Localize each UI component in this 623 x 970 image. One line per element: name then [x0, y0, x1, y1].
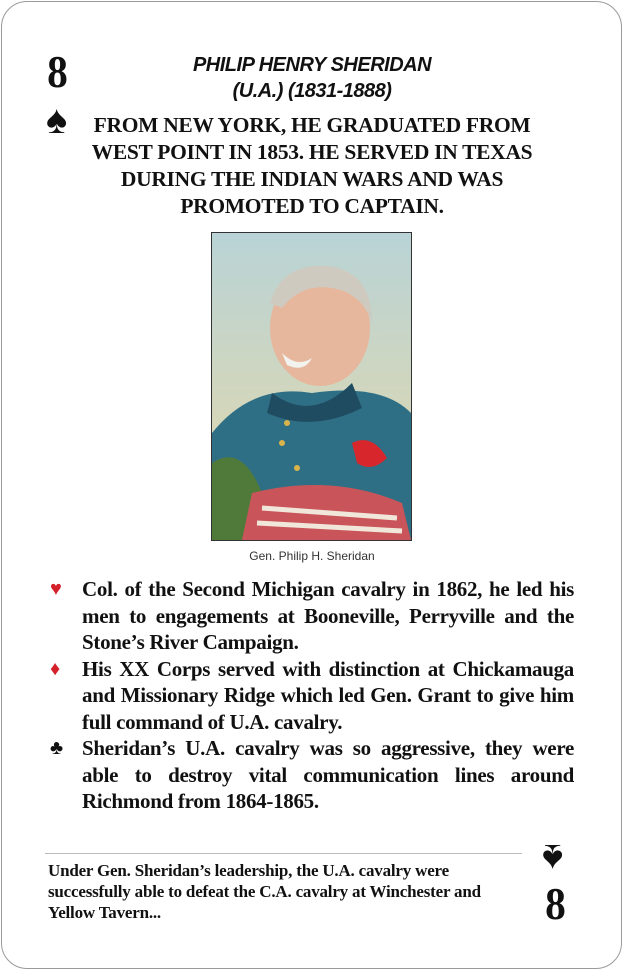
club-icon: ♣ [50, 737, 63, 759]
portrait-caption: Gen. Philip H. Sheridan [249, 549, 375, 563]
fact-text: Sheridan’s U.A. cavalry was so aggressive, they were able to destroy vital communication lines around Richmond from 1864-1865. [82, 736, 574, 813]
list-item [46, 656, 574, 736]
divider [45, 853, 522, 854]
playing-card [1, 1, 622, 969]
title-dates: (U.A.) (1831-1888) [232, 80, 392, 102]
spade-icon-inverted: ♠ [542, 836, 564, 881]
rank-top-left: 8 [47, 46, 68, 97]
diamond-icon: ♦ [50, 657, 60, 680]
fact-text: Col. of the Second Michigan cavalry in 1862, he led his men to engagements at Booneville, Perryville and the Stone’s River Campaign. [82, 577, 574, 654]
card-title [152, 52, 472, 104]
list-item [46, 576, 574, 656]
rank-bottom-right: 8 [545, 878, 566, 929]
intro-text: FROM NEW YORK, HE GRADUATED FROM WEST POINT IN 1853. HE SERVED IN TEXAS DURING THE INDIAN WARS AND WAS PROMOTED TO CAPTAIN. [91, 113, 533, 218]
heart-icon: ♥ [50, 578, 62, 600]
facts-list [46, 576, 574, 815]
footer-text: Under Gen. Sheridan’s leadership, the U.A. cavalry were successfully able to defeat the C.A. cavalry at Winchester and Yellow Tavern... [48, 861, 481, 922]
list-item [46, 735, 574, 815]
spade-icon: ♠ [46, 97, 68, 142]
portrait-image [211, 232, 412, 541]
fact-text: His XX Corps served with distinction at Chickamauga and Missionary Ridge which led Gen. Grant to give him full command of U.A. cavalry. [82, 656, 574, 734]
title-name: PHILIP HENRY SHERIDAN [192, 54, 432, 76]
